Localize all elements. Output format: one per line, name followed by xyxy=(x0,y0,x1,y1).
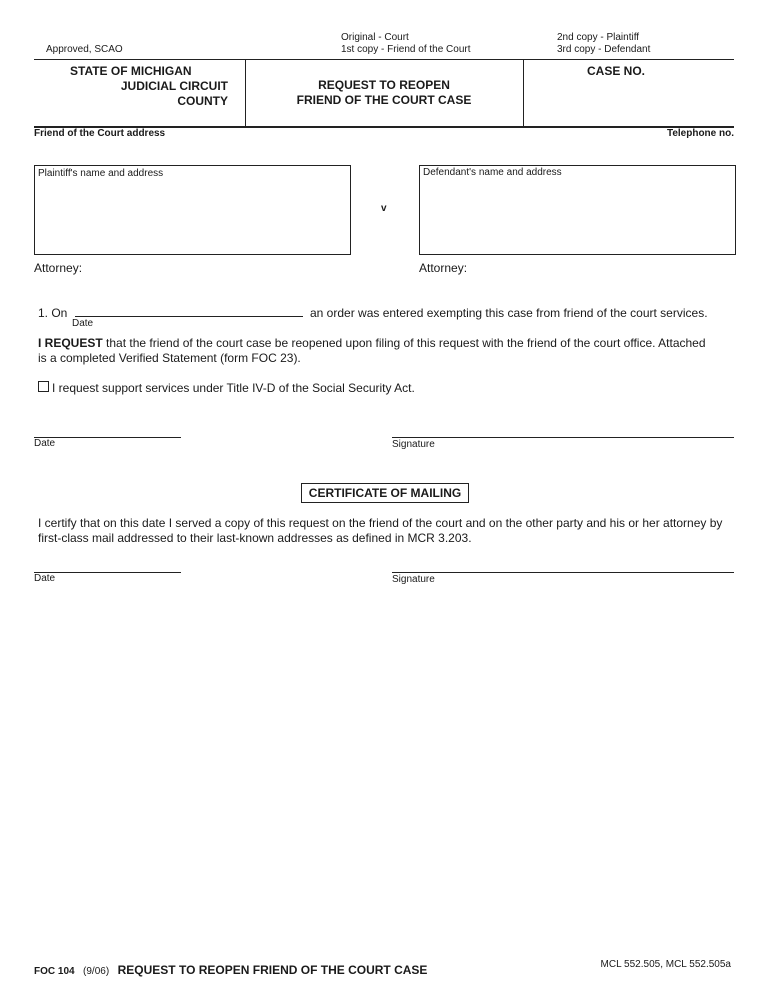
certificate-heading: CERTIFICATE OF MAILING xyxy=(301,483,469,503)
copy-second: 2nd copy - Plaintiff xyxy=(557,32,640,43)
item1-suffix: an order was entered exempting this case from friend of the court services. xyxy=(310,306,708,320)
mailing-signature-line[interactable] xyxy=(392,572,734,573)
copy-third: 3rd copy - Defendant xyxy=(557,44,651,55)
footer-form-no: FOC 104 xyxy=(34,966,75,977)
request-signature-label: Signature xyxy=(392,439,435,450)
title-ivd-label: I request support services under Title IV-D of the Social Security Act. xyxy=(52,381,415,395)
telephone-label: Telephone no. xyxy=(666,128,734,139)
plaintiff-attorney-label: Attorney: xyxy=(34,261,83,275)
mailing-date-label: Date xyxy=(34,573,56,584)
plaintiff-label: Plaintiff's name and address xyxy=(38,168,164,179)
footer-form-title: REQUEST TO REOPEN FRIEND OF THE COURT CASE xyxy=(117,963,428,977)
copy-first: 1st copy - Friend of the Court xyxy=(341,44,471,55)
request-signature-line[interactable] xyxy=(392,437,734,438)
request-bold: I REQUEST xyxy=(38,336,103,350)
form-title-line1: REQUEST TO REOPEN xyxy=(318,78,450,92)
versus-label: v xyxy=(381,203,387,214)
footer-form-id xyxy=(34,961,427,979)
request-date-label: Date xyxy=(34,438,56,449)
mailing-signature-label: Signature xyxy=(392,574,435,585)
request-paragraph xyxy=(38,336,738,366)
request-date-line[interactable] xyxy=(34,437,181,438)
order-date-caption: Date xyxy=(72,318,94,329)
certificate-text-line1: I certify that on this date I served a copy of this request on the friend of the court and on the other party and his or her attorney by xyxy=(38,516,723,530)
title-ivd-checkbox[interactable] xyxy=(38,381,49,392)
item1-prefix: 1. On xyxy=(38,306,68,320)
request-text2: is a completed Verified Statement (form FOC 23). xyxy=(38,351,301,365)
order-date-line[interactable] xyxy=(75,316,303,317)
caption-court-block xyxy=(40,64,228,109)
certificate-text-line2: first-class mail addressed to their last-known addresses as defined in MCR 3.203. xyxy=(38,531,472,545)
state-name: STATE OF MICHIGAN xyxy=(70,64,192,78)
caption-top-rule xyxy=(34,59,734,60)
foc-address-label: Friend of the Court address xyxy=(34,128,166,139)
county-name: COUNTY xyxy=(177,94,228,108)
case-no-field[interactable] xyxy=(530,86,726,114)
mailing-date-line[interactable] xyxy=(34,572,181,573)
plaintiff-box[interactable] xyxy=(34,165,351,255)
form-title-block xyxy=(245,78,523,108)
case-no-label: CASE NO. xyxy=(586,64,645,78)
request-text: that the friend of the court case be reopened upon filing of this request with the friend of the court office. Attached xyxy=(102,336,706,350)
court-name: JUDICIAL CIRCUIT xyxy=(120,79,228,93)
copy-original: Original - Court xyxy=(341,32,409,43)
form-title-line2: FRIEND OF THE COURT CASE xyxy=(296,93,472,107)
defendant-attorney-label: Attorney: xyxy=(419,261,468,275)
defendant-box[interactable] xyxy=(419,165,736,255)
certificate-text xyxy=(38,516,738,546)
defendant-label: Defendant's name and address xyxy=(423,167,562,178)
footer-statutes: MCL 552.505, MCL 552.505a xyxy=(600,959,731,970)
approved-label: Approved, SCAO xyxy=(46,44,123,55)
footer-revision: (9/06) xyxy=(83,966,110,977)
